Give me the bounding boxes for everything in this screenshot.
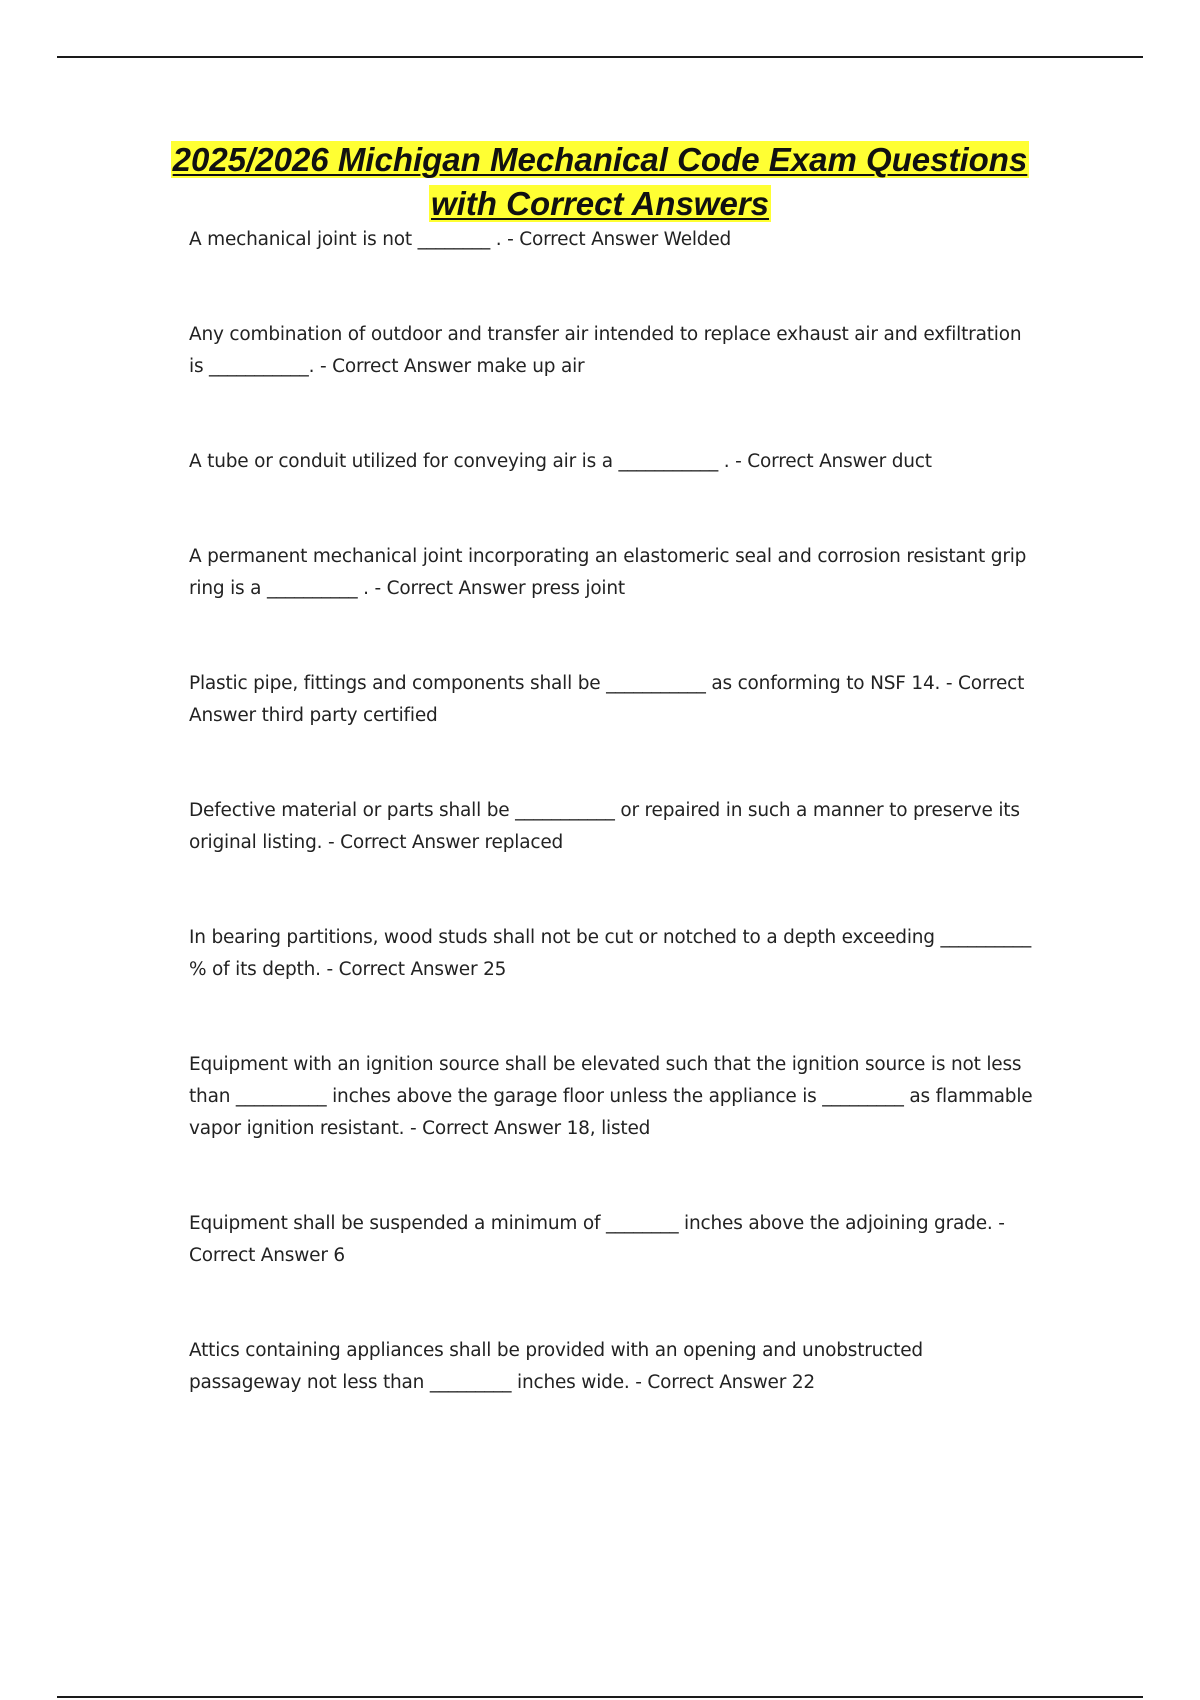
question-item-10: Attics containing appliances shall be provided with an opening and unobstructed passageway not less than _________ inches wide. - Correct Answer 22 (189, 1340, 923, 1393)
question-item-6: Defective material or parts shall be ___________ or repaired in such a manner to preserve its original listing. - Correct Answer replaced (189, 800, 1020, 853)
question-list (189, 224, 1039, 1399)
top-rule (57, 56, 1143, 58)
title-block (150, 138, 1050, 226)
question-item-5: Plastic pipe, fittings and components shall be ___________ as conforming to NSF 14. - Correct Answer third party certified (189, 673, 1025, 726)
document-title: 2025/2026 Michigan Mechanical Code Exam Questions with Correct Answers (172, 141, 1028, 222)
question-item-1: A mechanical joint is not ________ . - Correct Answer Welded (189, 229, 732, 250)
bottom-rule (57, 1696, 1143, 1698)
question-item-2: Any combination of outdoor and transfer air intended to replace exhaust air and exfiltration is ___________. - Correct Answer make up air (189, 324, 1022, 377)
question-item-3: A tube or conduit utilized for conveying air is a ___________ . - Correct Answer duct (189, 451, 932, 472)
question-item-8: Equipment with an ignition source shall be elevated such that the ignition source is not less than __________ inches above the garage floor unless the appliance is _________ as flammable vapor ignition resistant. - Correct Answer 18, listed (189, 1054, 1033, 1139)
question-item-4: A permanent mechanical joint incorporating an elastomeric seal and corrosion resistant grip ring is a __________ . - Correct Answer press joint (189, 546, 1027, 599)
question-item-9: Equipment shall be suspended a minimum of ________ inches above the adjoining grade. - Correct Answer 6 (189, 1213, 1005, 1266)
question-item-7: In bearing partitions, wood studs shall not be cut or notched to a depth exceeding __________ % of its depth. - Correct Answer 25 (189, 927, 1032, 980)
